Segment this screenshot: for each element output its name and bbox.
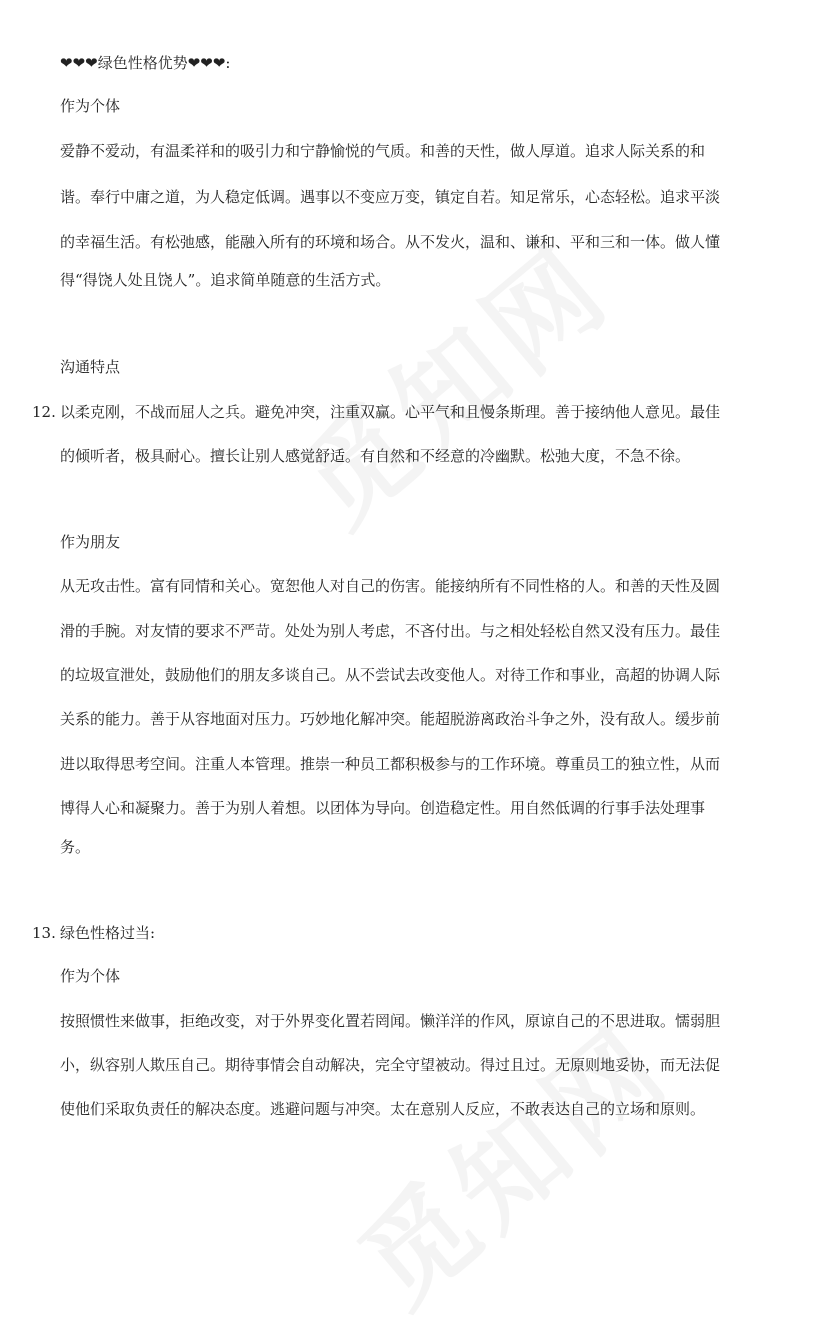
paragraph-line: 从无攻击性。富有同情和关心。宽恕他人对自己的伤害。能接纳所有不同性格的人。和善的天性及圆 [60, 577, 721, 595]
paragraph-line: 进以取得思考空间。注重人本管理。推崇一种员工都积极参与的工作环境。尊重员工的独立性，从而 [60, 755, 721, 773]
watermark [321, 983, 698, 1335]
paragraph-line: 以柔克刚，不战而屈人之兵。避免冲突，注重双赢。心平气和且慢条斯理。善于接纳他人意见。最佳 [60, 403, 721, 421]
subsection-title: 作为朋友 [60, 533, 121, 551]
paragraph-line: 务。 [60, 838, 91, 856]
paragraph-line: 滑的手腕。对友情的要求不严苛。处处为别人考虑，不吝付出。与之相处轻松自然又没有压力。最佳 [60, 622, 721, 640]
paragraph-line: 按照惯性来做事，拒绝改变，对于外界变化置若罔闻。懒洋洋的作风，原谅自己的不思进取。懦弱胆 [60, 1012, 721, 1030]
paragraph-line: 的垃圾宣泄处，鼓励他们的朋友多谈自己。从不尝试去改变他人。对待工作和事业，高超的协调人际 [60, 666, 721, 684]
paragraph-line: 博得人心和凝聚力。善于为别人着想。以团体为导向。创造稳定性。用自然低调的行事手法处理事 [60, 799, 706, 817]
paragraph-line: 关系的能力。善于从容地面对压力。巧妙地化解冲突。能超脱游离政治斗争之外，没有敌人。缓步前 [60, 710, 721, 728]
subsection-title: 作为个体 [60, 967, 121, 985]
paragraph-line: 爱静不爱动，有温柔祥和的吸引力和宁静愉悦的气质。和善的天性，做人厚道。追求人际关系的和 [60, 142, 706, 160]
subsection-title: 沟通特点 [60, 358, 121, 376]
paragraph-line: 小，纵容别人欺压自己。期待事情会自动解决，完全守望被动。得过且过。无原则地妥协，而无法促 [60, 1056, 721, 1074]
paragraph-line: 使他们采取负责任的解决态度。逃避问题与冲突。太在意别人反应，不敢表达自己的立场和原则。 [60, 1100, 706, 1118]
list-number: 13. [32, 924, 56, 942]
paragraph-line: 谐。奉行中庸之道，为人稳定低调。遇事以不变应万变，镇定自若。知足常乐，心态轻松。追求平淡 [60, 188, 721, 206]
section-heading: ❤❤❤绿色性格优势❤❤❤: [60, 54, 231, 72]
section-heading: 绿色性格过当: [60, 924, 156, 942]
paragraph-line: 的倾听者，极具耐心。擅长让别人感觉舒适。有自然和不经意的冷幽默。松弛大度，不急不徐。 [60, 447, 691, 465]
list-number: 12. [32, 403, 56, 421]
paragraph-line: 得“得饶人处且饶人”。追求简单随意的生活方式。 [60, 271, 391, 289]
paragraph-line: 的幸福生活。有松弛感，能融入所有的环境和场合。从不发火，温和、谦和、平和三和一体。做人懂 [60, 233, 721, 251]
subsection-title: 作为个体 [60, 97, 121, 115]
watermark [261, 203, 638, 555]
